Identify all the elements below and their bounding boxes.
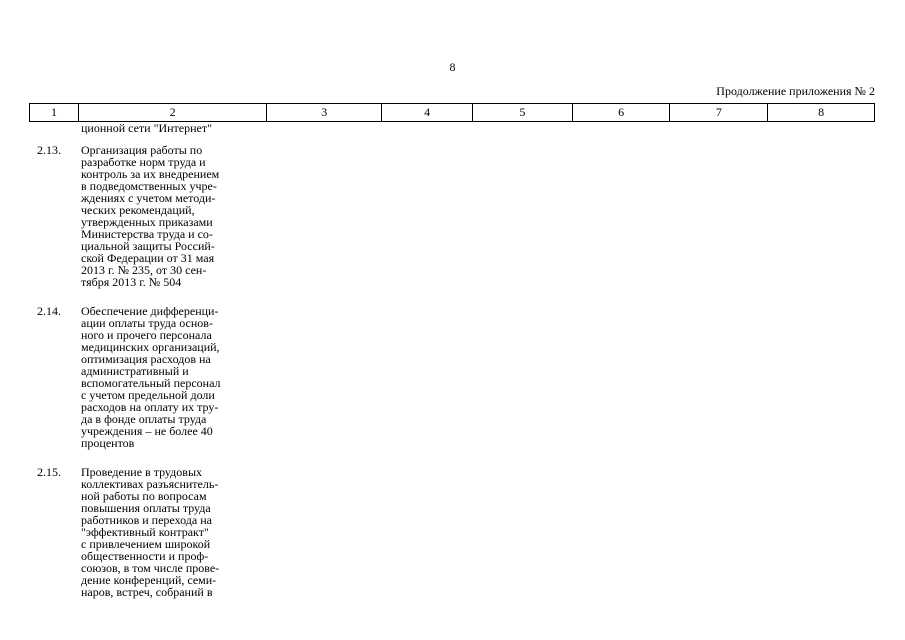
row-text-line: учреждения – не более 40 bbox=[81, 424, 213, 438]
row-description bbox=[81, 144, 271, 288]
row-text-line: общественности и проф- bbox=[81, 549, 209, 563]
row-text-line: Организация работы по bbox=[81, 143, 203, 157]
row-text-line: ации оплаты труда основ- bbox=[81, 316, 213, 330]
row-text-line: 2013 г. № 235, от 30 сен- bbox=[81, 263, 207, 277]
row-description bbox=[81, 466, 271, 598]
column-header-4: 4 bbox=[382, 104, 473, 121]
row-text-line: разработке норм труда и bbox=[81, 155, 206, 169]
row-text-line: повышения оплаты труда bbox=[81, 501, 211, 515]
row-text-line: циальной защиты Россий- bbox=[81, 239, 215, 253]
row-text-line: с привлечением широкой bbox=[81, 537, 211, 551]
row-text-line: Проведение в трудовых bbox=[81, 465, 203, 479]
row-text-line: Министерства труда и со- bbox=[81, 227, 213, 241]
row-number: 2.13. bbox=[37, 143, 61, 157]
row-text-line: ной работы по вопросам bbox=[81, 489, 207, 503]
column-header-8: 8 bbox=[818, 105, 825, 119]
row-text-line: ждениях с учетом методи- bbox=[81, 191, 216, 205]
page-number: 8 bbox=[449, 60, 456, 74]
row-text-line: работников и перехода на bbox=[81, 513, 212, 527]
row-number: 2.15. bbox=[37, 465, 61, 479]
column-header-5: 5 bbox=[473, 104, 573, 121]
row-text-line: Обеспечение дифференци- bbox=[81, 304, 219, 318]
row-text-line: контроль за их внедрением bbox=[81, 167, 220, 181]
row-text-line: в подведомственных учре- bbox=[81, 179, 217, 193]
row-description bbox=[81, 305, 271, 449]
row-text-line: медицинских организаций, bbox=[81, 340, 220, 354]
row-text-line: расходов на оплату их тру- bbox=[81, 400, 219, 414]
row-text-line: с учетом предельной доли bbox=[81, 388, 215, 402]
column-header-6: 6 bbox=[573, 104, 671, 121]
row-text-line: коллективах разъяснитель- bbox=[81, 477, 219, 491]
row-text-line: административный и bbox=[81, 364, 189, 378]
table-header-row bbox=[29, 103, 875, 122]
column-header-2: 2 bbox=[79, 104, 268, 121]
row-text-line: "эффективный контракт" bbox=[81, 525, 209, 539]
row-text-line: вспомогательный персонал bbox=[81, 376, 221, 390]
continued-row-text: ционной сети "Интернет" bbox=[81, 121, 213, 135]
appendix-continuation-note: Продолжение приложения № 2 bbox=[716, 84, 875, 98]
row-text-line: ного и прочего персонала bbox=[81, 328, 212, 342]
row-text-line: дение конференций, семи- bbox=[81, 573, 217, 587]
row-text-line: ческих рекомендаций, bbox=[81, 203, 195, 217]
column-header-3: 3 bbox=[267, 104, 382, 121]
column-header-7: 7 bbox=[670, 104, 768, 121]
row-number: 2.14. bbox=[37, 304, 61, 318]
row-text-line: утвержденных приказами bbox=[81, 215, 213, 229]
row-text-line: оптимизация расходов на bbox=[81, 352, 211, 366]
row-text-line: тября 2013 г. № 504 bbox=[81, 275, 182, 289]
row-text-line: процентов bbox=[81, 436, 135, 450]
row-text-line: да в фонде оплаты труда bbox=[81, 412, 207, 426]
column-header-1: 1 bbox=[30, 104, 79, 121]
row-text-line: союзов, в том числе прове- bbox=[81, 561, 220, 575]
row-text-line: ской Федерации от 31 мая bbox=[81, 251, 215, 265]
row-text-line: наров, встреч, собраний в bbox=[81, 585, 213, 599]
